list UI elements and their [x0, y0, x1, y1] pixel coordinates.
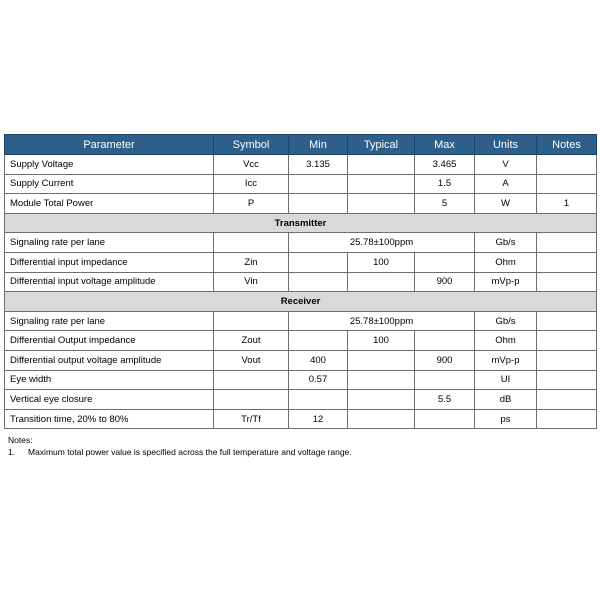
table-row — [5, 331, 597, 351]
cell-min — [289, 331, 348, 351]
cell-typical — [348, 194, 415, 214]
table-row — [5, 194, 597, 214]
section-label: Transmitter — [5, 213, 597, 233]
specifications-table — [4, 134, 597, 429]
cell-parameter: Supply Current — [5, 174, 214, 194]
cell-typical — [348, 370, 415, 390]
cell-min: 12 — [289, 409, 348, 429]
cell-notes — [537, 252, 597, 272]
cell-typical — [348, 350, 415, 370]
table-row — [5, 272, 597, 292]
cell-parameter: Vertical eye closure — [5, 390, 214, 410]
cell-notes — [537, 409, 597, 429]
cell-notes: 1 — [537, 194, 597, 214]
header-max: Max — [415, 135, 475, 155]
cell-parameter: Differential output voltage amplitude — [5, 350, 214, 370]
cell-notes — [537, 311, 597, 331]
cell-symbol — [214, 311, 289, 331]
cell-min: 400 — [289, 350, 348, 370]
cell-units: mVp-p — [475, 350, 537, 370]
cell-max: 1.5 — [415, 174, 475, 194]
cell-symbol: Tr/Tf — [214, 409, 289, 429]
cell-max: 900 — [415, 350, 475, 370]
cell-units: Ohm — [475, 252, 537, 272]
section-row-receiver — [5, 292, 597, 312]
cell-min — [289, 174, 348, 194]
table-row — [5, 390, 597, 410]
cell-typical — [348, 409, 415, 429]
cell-parameter: Signaling rate per lane — [5, 311, 214, 331]
table-header-row — [5, 135, 597, 155]
table-row — [5, 174, 597, 194]
cell-typical — [348, 155, 415, 175]
table-row — [5, 233, 597, 253]
note-item — [8, 446, 352, 458]
cell-symbol — [214, 390, 289, 410]
cell-units: A — [475, 174, 537, 194]
cell-notes — [537, 155, 597, 175]
cell-units: mVp-p — [475, 272, 537, 292]
header-notes: Notes — [537, 135, 597, 155]
cell-notes — [537, 272, 597, 292]
cell-symbol: Vout — [214, 350, 289, 370]
cell-notes — [537, 370, 597, 390]
cell-max: 5 — [415, 194, 475, 214]
cell-units: Gb/s — [475, 311, 537, 331]
cell-units: Gb/s — [475, 233, 537, 253]
note-number: 1. — [8, 447, 16, 457]
cell-max — [415, 370, 475, 390]
cell-min — [289, 390, 348, 410]
cell-symbol — [214, 233, 289, 253]
cell-typical — [348, 272, 415, 292]
notes-section — [8, 434, 352, 458]
section-label: Receiver — [5, 292, 597, 312]
cell-symbol — [214, 370, 289, 390]
cell-typical — [348, 390, 415, 410]
header-parameter: Parameter — [5, 135, 214, 155]
table-row — [5, 155, 597, 175]
table-row — [5, 370, 597, 390]
cell-parameter: Differential input voltage amplitude — [5, 272, 214, 292]
cell-min — [289, 252, 348, 272]
header-units: Units — [475, 135, 537, 155]
cell-units: W — [475, 194, 537, 214]
cell-max: 3.465 — [415, 155, 475, 175]
cell-parameter: Eye width — [5, 370, 214, 390]
cell-symbol: Icc — [214, 174, 289, 194]
table-row — [5, 252, 597, 272]
notes-heading: Notes: — [8, 435, 33, 445]
cell-notes — [537, 331, 597, 351]
table-row — [5, 350, 597, 370]
cell-units: dB — [475, 390, 537, 410]
cell-notes — [537, 174, 597, 194]
table-row — [5, 409, 597, 429]
cell-range-value: 25.78±100ppm — [289, 233, 475, 253]
cell-max: 900 — [415, 272, 475, 292]
cell-max — [415, 409, 475, 429]
cell-max — [415, 252, 475, 272]
note-text: Maximum total power value is specified across the full temperature and voltage range. — [28, 447, 352, 457]
cell-min — [289, 272, 348, 292]
cell-notes — [537, 350, 597, 370]
cell-symbol: Zout — [214, 331, 289, 351]
cell-symbol: P — [214, 194, 289, 214]
cell-min — [289, 194, 348, 214]
cell-parameter: Differential Output impedance — [5, 331, 214, 351]
cell-units: UI — [475, 370, 537, 390]
cell-notes — [537, 390, 597, 410]
header-min: Min — [289, 135, 348, 155]
cell-typical: 100 — [348, 331, 415, 351]
cell-min: 3.135 — [289, 155, 348, 175]
cell-parameter: Supply Voltage — [5, 155, 214, 175]
cell-parameter: Signaling rate per lane — [5, 233, 214, 253]
cell-units: ps — [475, 409, 537, 429]
cell-symbol: Zin — [214, 252, 289, 272]
cell-parameter: Module Total Power — [5, 194, 214, 214]
cell-symbol: Vcc — [214, 155, 289, 175]
header-symbol: Symbol — [214, 135, 289, 155]
cell-symbol: Vin — [214, 272, 289, 292]
cell-min: 0.57 — [289, 370, 348, 390]
cell-parameter: Differential input impedance — [5, 252, 214, 272]
section-row-transmitter — [5, 213, 597, 233]
cell-parameter: Transition time, 20% to 80% — [5, 409, 214, 429]
cell-max — [415, 331, 475, 351]
cell-range-value: 25.78±100ppm — [289, 311, 475, 331]
cell-notes — [537, 233, 597, 253]
cell-units: Ohm — [475, 331, 537, 351]
cell-units: V — [475, 155, 537, 175]
table-row — [5, 311, 597, 331]
cell-max: 5.5 — [415, 390, 475, 410]
cell-typical — [348, 174, 415, 194]
header-typical: Typical — [348, 135, 415, 155]
cell-typical: 100 — [348, 252, 415, 272]
